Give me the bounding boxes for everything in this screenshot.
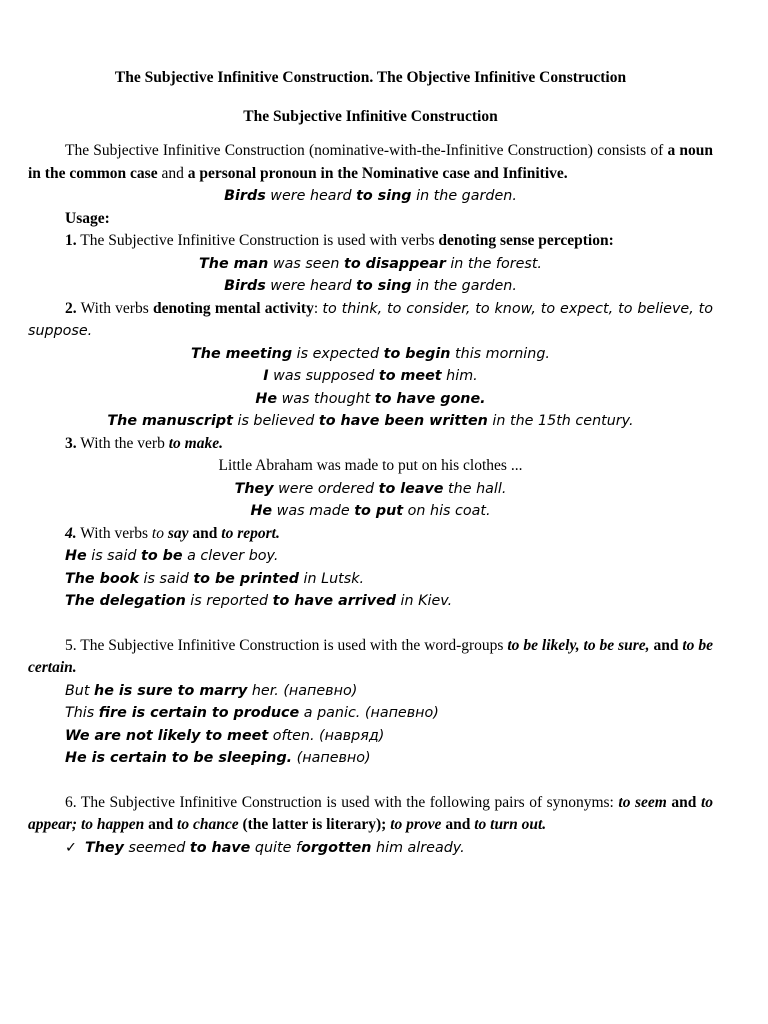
usage-item-2: 2. With verbs denoting mental activity: to think, to consider, to know, to expect, to believe, to suppose.: [28, 299, 713, 339]
example-sentence: But he is sure to marry her. (напевно): [65, 682, 358, 699]
checkmark-icon: ✓: [65, 839, 77, 856]
example-sentence: The delegation is reported to have arrived in Kiev.: [65, 593, 453, 609]
intro-paragraph: The Subjective Infinitive Construction (nominative-with-the-Infinitive Construction) consists of a noun in the common case and a personal pronoun in the Nominative case and Infinitive.: [28, 142, 713, 182]
example-sentence: Little Abraham was made to put on his clothes ...: [218, 457, 523, 474]
example-sentence: The meeting is expected to begin this morning.: [191, 345, 550, 362]
spacer: [28, 613, 713, 635]
example-sentence: The man was seen to disappear in the forest.: [199, 255, 542, 272]
example-sentence: He was made to put on his coat.: [250, 503, 491, 519]
example-sentence: Birds were heard to sing in the garden.: [224, 188, 517, 204]
example-sentence: He is said to be a clever boy.: [65, 548, 279, 564]
example-sentence: He was thought to have gone.: [255, 390, 486, 407]
usage-label: Usage:: [65, 209, 110, 227]
usage-item-1: 1. The Subjective Infinitive Construction is used with verbs denoting sense perception:: [65, 232, 614, 249]
section-title: The Subjective Infinitive Construction: [243, 107, 498, 125]
example-sentence: The book is said to be printed in Lutsk.: [65, 570, 365, 587]
usage-item-3: 3. With the verb to make.: [65, 434, 223, 452]
example-sentence: ✓ They seemed to have quite forgotten him already.: [28, 837, 713, 860]
example-sentence: The manuscript is believed to have been written in the 15th century.: [107, 413, 634, 429]
usage-item-4: 4. With verbs to say and to report.: [65, 524, 280, 542]
example-sentence: Birds were heard to sing in the garden.: [224, 278, 517, 294]
usage-item-6: 6. The Subjective Infinitive Construction is used with the following pairs of synonyms: to seem and to appear; to happen and to chance (the latter is literary); to prove and to turn out.: [28, 793, 713, 833]
spacer: [28, 770, 713, 792]
example-sentence: I was supposed to meet him.: [263, 368, 478, 384]
example-sentence: This fire is certain to produce a panic. (напевно): [65, 705, 439, 721]
example-sentence: We are not likely to meet often. (навряд): [65, 727, 385, 744]
example-sentence: He is certain to be sleeping. (напевно): [65, 750, 371, 766]
usage-item-5: 5. The Subjective Infinitive Construction is used with the word-groups to be likely, to be sure, and to be certain.: [28, 636, 713, 676]
example-sentence: They were ordered to leave the hall.: [234, 480, 507, 497]
document-title: The Subjective Infinitive Construction. The Objective Infinitive Construction: [114, 69, 627, 86]
